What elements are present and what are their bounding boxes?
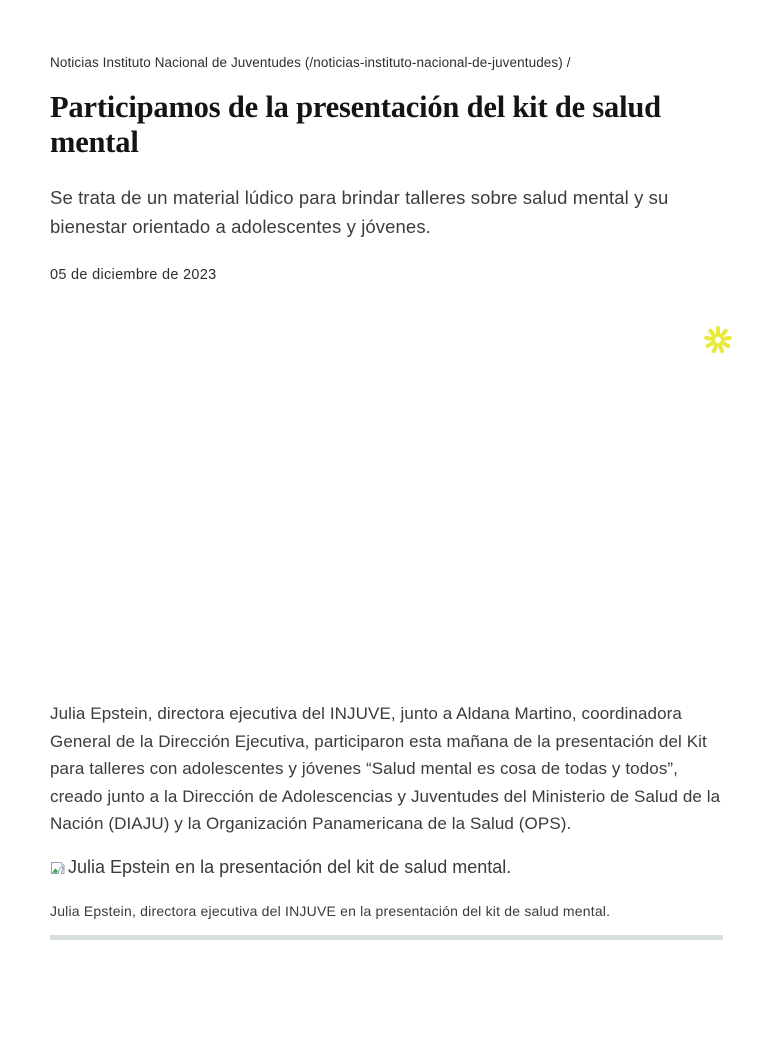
broken-image-icon bbox=[50, 860, 66, 876]
footer-divider bbox=[50, 935, 723, 940]
page-title: Participamos de la presentación del kit de salud mental bbox=[50, 90, 661, 159]
image-caption: Julia Epstein, directora ejecutiva del INJUVE en la presentación del kit de salud mental. bbox=[50, 902, 611, 919]
breadcrumb bbox=[50, 54, 723, 71]
image-alt-text: Julia Epstein en la presentación del kit de salud mental. bbox=[68, 856, 512, 877]
article-page bbox=[50, 54, 723, 940]
article-image-broken bbox=[50, 855, 723, 879]
article-date: 05 de diciembre de 2023 bbox=[50, 267, 217, 283]
article-lede: Se trata de un material lúdico para brindar talleres sobre salud mental y su bienestar orientado a adolescentes y jóvenes. bbox=[50, 187, 669, 237]
loading-spinner-icon bbox=[703, 325, 733, 355]
article-body: Julia Epstein, directora ejecutiva del INJUVE, junto a Aldana Martino, coordinadora General de la Dirección Ejecutiva, participaron esta mañana de la presentación del Kit para talleres con adolescentes y jóvenes “Salud mental es cosa de todas y todos”, creado junto a la Dirección de Adolescencias y Juventudes del Ministerio de Salud de la Nación (DIAJU) y la Organización Panamericana de la Salud (OPS). bbox=[50, 704, 721, 833]
breadcrumb-link[interactable]: Noticias Instituto Nacional de Juventudes (/noticias-instituto-nacional-de-juventudes) / bbox=[50, 55, 571, 70]
hero-image-loading-area bbox=[50, 296, 723, 694]
